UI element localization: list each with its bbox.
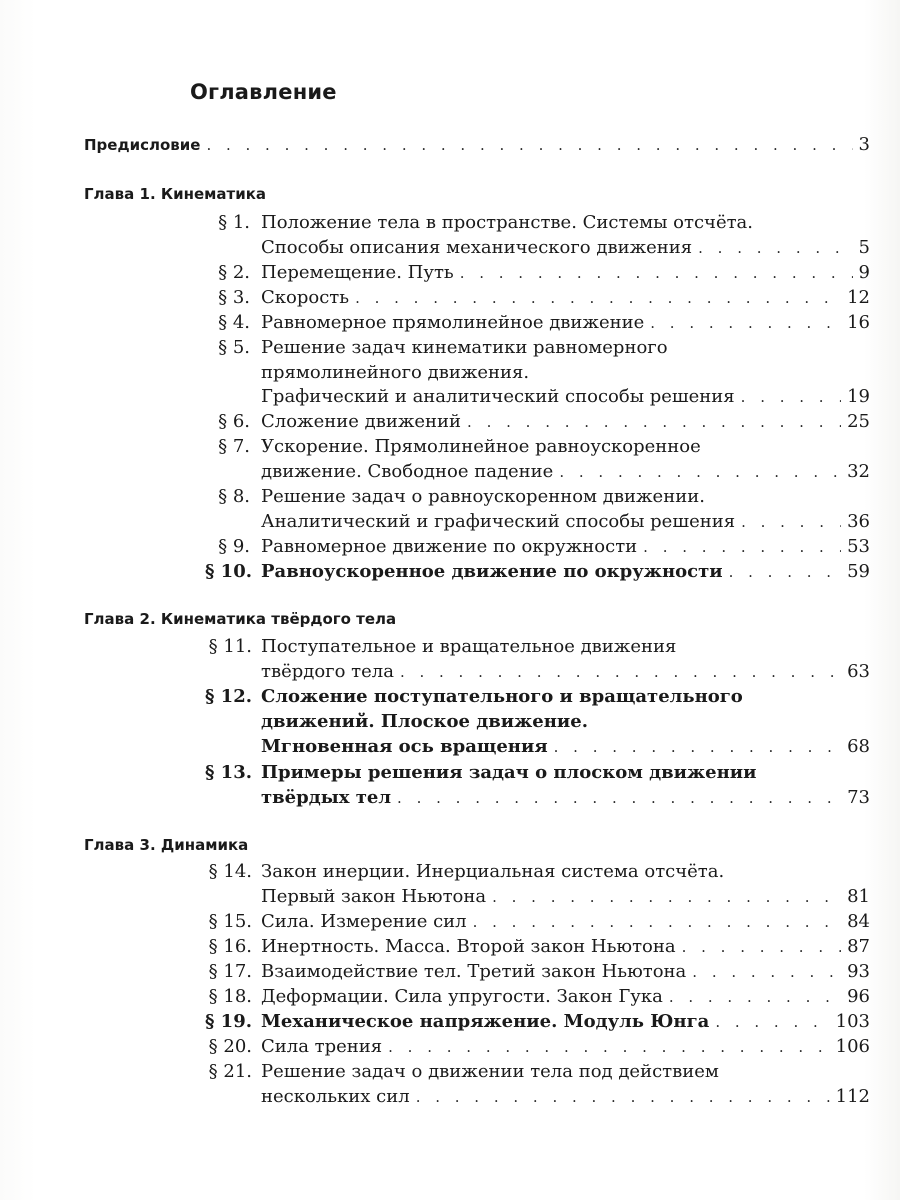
section-title-line[interactable]: Решение задач кинематики равномерного xyxy=(261,337,668,358)
toc-entry-20[interactable] xyxy=(261,1036,870,1057)
section-title-line: движение. Свободное падение xyxy=(261,461,554,482)
toc-entry-14[interactable] xyxy=(261,886,870,907)
section-title-line: Мгновенная ось вращения xyxy=(261,736,548,757)
section-title-line: Сила трения xyxy=(261,1036,383,1057)
section-title-line: Механическое напряжение. Модуль Юнга xyxy=(261,1011,710,1032)
section-number: § 3. xyxy=(218,287,250,308)
section-number: § 15. xyxy=(208,911,252,932)
section-title-line[interactable]: Поступательное и вращательное движения xyxy=(261,636,677,657)
dot-leader xyxy=(467,413,841,431)
section-title-line: Деформации. Сила упругости. Закон Гука xyxy=(261,986,663,1007)
page-number: 16 xyxy=(847,312,870,333)
preface-label: Предисловие xyxy=(84,136,201,154)
dot-leader xyxy=(715,1013,829,1031)
toc-entry-11[interactable] xyxy=(261,661,870,682)
section-title-line: Сложение движений xyxy=(261,411,462,432)
section-title-line[interactable]: движений. Плоское движение. xyxy=(261,711,588,732)
toc-entry-8[interactable] xyxy=(261,511,870,532)
page-number: 106 xyxy=(835,1036,870,1057)
page-number: 36 xyxy=(847,511,870,532)
toc-entry-1[interactable] xyxy=(261,237,870,258)
page-number: 68 xyxy=(847,736,870,757)
section-title-line[interactable]: Примеры решения задач о плоском движении xyxy=(261,762,757,783)
toc-entry-12[interactable] xyxy=(261,736,870,757)
section-title-line: Равноускоренное движение по окружности xyxy=(261,561,723,582)
section-title-line: твёрдых тел xyxy=(261,787,392,808)
page-number: 3 xyxy=(858,134,870,155)
page-number: 81 xyxy=(847,886,870,907)
section-number: § 7. xyxy=(218,436,250,457)
page-number: 32 xyxy=(847,461,870,482)
section-title-line: нескольких сил xyxy=(261,1086,410,1107)
page-number: 87 xyxy=(847,936,870,957)
page-number: 112 xyxy=(835,1086,870,1107)
page-number: 19 xyxy=(847,386,870,407)
section-number: § 10. xyxy=(205,561,252,582)
section-number: § 14. xyxy=(208,861,252,882)
toc-entry-4[interactable] xyxy=(261,312,870,333)
section-title-line[interactable]: Закон инерции. Инерциальная система отсчёта. xyxy=(261,861,725,882)
dot-leader xyxy=(397,789,841,807)
page-number: 53 xyxy=(847,536,870,557)
toc-entry-3[interactable] xyxy=(261,287,870,308)
toc-entry-17[interactable] xyxy=(261,961,870,982)
section-number: § 20. xyxy=(208,1036,252,1057)
section-number: § 5. xyxy=(218,337,250,358)
section-number: § 2. xyxy=(218,262,250,283)
section-title-line[interactable]: Решение задач о движении тела под действием xyxy=(261,1061,719,1082)
dot-leader xyxy=(682,938,842,956)
dot-leader xyxy=(416,1088,830,1106)
dot-leader xyxy=(460,264,853,282)
section-title-line[interactable]: Ускорение. Прямолинейное равноускоренное xyxy=(261,436,701,457)
dot-leader xyxy=(692,963,841,981)
page-number: 25 xyxy=(847,411,870,432)
toc-entry-10[interactable] xyxy=(261,561,870,582)
section-number: § 1. xyxy=(218,212,250,233)
section-title-line: Графический и аналитический способы решения xyxy=(261,386,735,407)
chapter-heading-1: Глава 1. Кинематика xyxy=(84,185,267,203)
section-number: § 16. xyxy=(208,936,252,957)
section-title-line: Аналитический и графический способы решения xyxy=(261,511,736,532)
dot-leader xyxy=(473,913,841,931)
dot-leader xyxy=(400,663,841,681)
section-number: § 11. xyxy=(208,636,252,657)
page-number: 5 xyxy=(858,237,870,258)
page-number: 103 xyxy=(835,1011,870,1032)
toc-entry-preface[interactable] xyxy=(84,134,870,155)
dot-leader xyxy=(669,988,841,1006)
section-number: § 4. xyxy=(218,312,250,333)
toc-entry-9[interactable] xyxy=(261,536,870,557)
dot-leader xyxy=(559,463,841,481)
section-number: § 18. xyxy=(208,986,252,1007)
page-number: 63 xyxy=(847,661,870,682)
section-title-line[interactable]: Положение тела в пространстве. Системы отсчёта. xyxy=(261,212,754,233)
section-number: § 17. xyxy=(208,961,252,982)
toc-entry-18[interactable] xyxy=(261,986,870,1007)
page-number: 9 xyxy=(858,262,870,283)
section-title-line: Равномерное прямолинейное движение xyxy=(261,312,645,333)
page-number: 59 xyxy=(847,561,870,582)
toc-entry-15[interactable] xyxy=(261,911,870,932)
section-title-line: Инертность. Масса. Второй закон Ньютона xyxy=(261,936,676,957)
toc-entry-16[interactable] xyxy=(261,936,870,957)
dot-leader xyxy=(741,513,841,531)
dot-leader xyxy=(492,888,841,906)
dot-leader xyxy=(741,388,841,406)
section-number: § 6. xyxy=(218,411,250,432)
page-number: 84 xyxy=(847,911,870,932)
section-title-line: Скорость xyxy=(261,287,350,308)
section-number: § 13. xyxy=(205,762,252,783)
section-title-line: Способы описания механического движения xyxy=(261,237,693,258)
section-title-line: твёрдого тела xyxy=(261,661,394,682)
dot-leader xyxy=(206,136,852,154)
section-title-line: Взаимодействие тел. Третий закон Ньютона xyxy=(261,961,687,982)
section-title-line[interactable]: Сложение поступательного и вращательного xyxy=(261,686,743,707)
toc-entry-6[interactable] xyxy=(261,411,870,432)
page-number: 12 xyxy=(847,287,870,308)
dot-leader xyxy=(554,738,841,756)
dot-leader xyxy=(355,289,841,307)
toc-entry-2[interactable] xyxy=(261,262,870,283)
toc-heading: Оглавление xyxy=(190,80,337,104)
section-number: § 21. xyxy=(208,1061,252,1082)
chapter-heading-3: Глава 3. Динамика xyxy=(84,836,249,854)
section-number: § 8. xyxy=(218,486,250,507)
toc-entry-19[interactable] xyxy=(261,1011,870,1032)
toc-entry-5[interactable] xyxy=(261,386,870,407)
dot-leader xyxy=(698,239,852,257)
toc-entry-7[interactable] xyxy=(261,461,870,482)
dot-leader xyxy=(388,1038,830,1056)
page-number: 93 xyxy=(847,961,870,982)
page-number: 96 xyxy=(847,986,870,1007)
dot-leader xyxy=(729,563,842,581)
page-number: 73 xyxy=(847,787,870,808)
chapter-heading-2: Глава 2. Кинематика твёрдого тела xyxy=(84,610,397,628)
section-number: § 19. xyxy=(205,1011,252,1032)
toc-entry-13[interactable] xyxy=(261,787,870,808)
section-title-line: Сила. Измерение сил xyxy=(261,911,467,932)
section-number: § 9. xyxy=(218,536,250,557)
section-title-line: Перемещение. Путь xyxy=(261,262,454,283)
section-title-line[interactable]: Решение задач о равноускоренном движении. xyxy=(261,486,705,507)
section-title-line: Первый закон Ньютона xyxy=(261,886,487,907)
dot-leader xyxy=(643,538,841,556)
section-number: § 12. xyxy=(205,686,252,707)
section-title-line: Равномерное движение по окружности xyxy=(261,536,638,557)
dot-leader xyxy=(650,314,841,332)
toc-entry-21[interactable] xyxy=(261,1086,870,1107)
section-title-line[interactable]: прямолинейного движения. xyxy=(261,362,530,383)
